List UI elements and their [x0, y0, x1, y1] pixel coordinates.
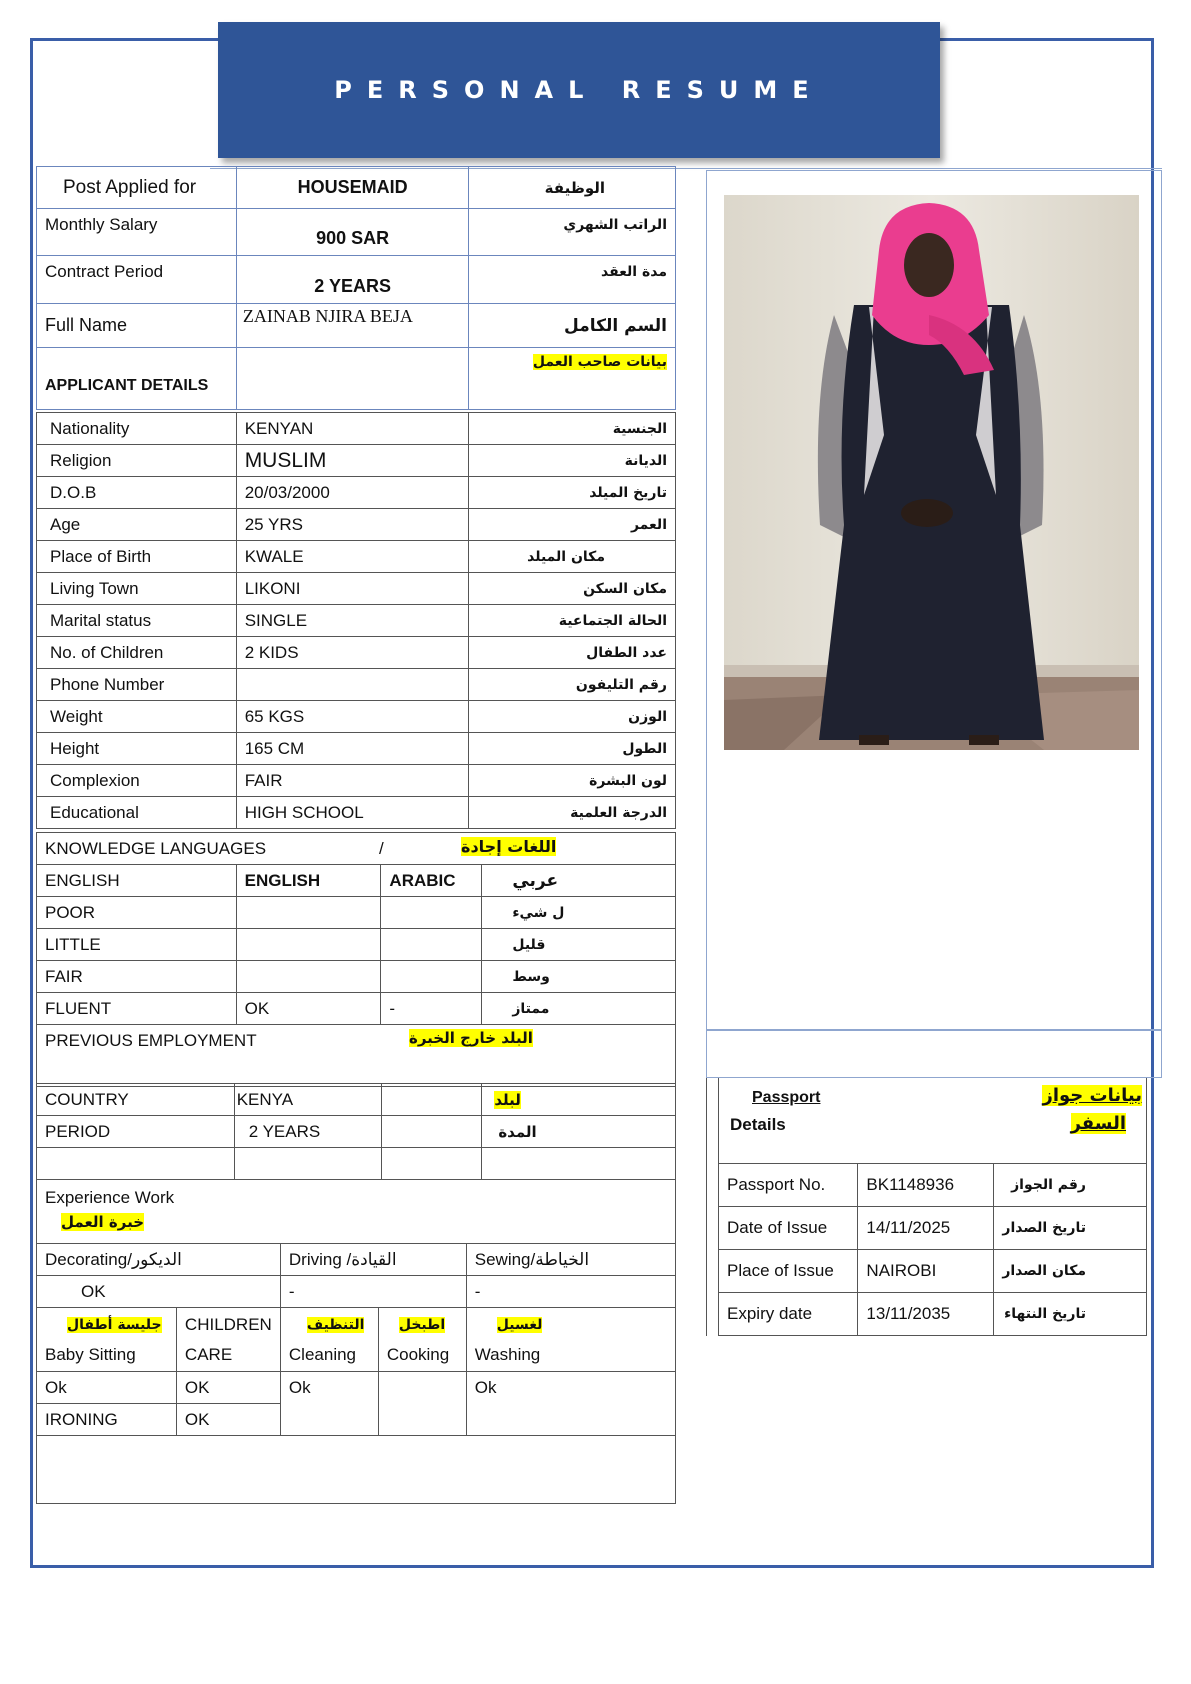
- country-label: COUNTRY: [37, 1084, 235, 1116]
- detail-ar: تاريخ الميلد: [469, 477, 676, 509]
- empty-cell: [234, 1148, 381, 1180]
- passport-title-ar-1: بيانات جواز: [1042, 1085, 1142, 1106]
- detail-label: Phone Number: [37, 669, 237, 701]
- country-ar: لبلد: [494, 1090, 521, 1109]
- applicant-label: APPLICANT DETAILS: [37, 348, 237, 410]
- children-label-2: CARE: [184, 1344, 233, 1364]
- cooking-cell: [378, 1308, 466, 1372]
- header-rule-right: [706, 168, 1162, 169]
- language-english: [236, 961, 381, 993]
- language-level-ar: ممتاز: [482, 993, 676, 1025]
- fullname-ar: السم الكامل: [469, 304, 676, 348]
- employment-header-row: [37, 1025, 676, 1087]
- detail-label: Height: [37, 733, 237, 765]
- languages-slash: /: [379, 839, 384, 858]
- detail-label: Age: [37, 509, 237, 541]
- detail-label: Nationality: [37, 413, 237, 445]
- experience-table: [36, 1179, 676, 1504]
- language-row: [37, 929, 676, 961]
- salary-label: Monthly Salary: [37, 209, 237, 256]
- row-post: [37, 167, 676, 209]
- passport-left-rule: [706, 1078, 707, 1336]
- period-value: 2 YEARS: [234, 1116, 381, 1148]
- cleaning-ar: التنظيف: [306, 1317, 365, 1333]
- language-level: LITTLE: [37, 929, 237, 961]
- detail-label: Complexion: [37, 765, 237, 797]
- contract-value: 2 YEARS: [236, 256, 469, 304]
- country-ar-cell: [482, 1084, 676, 1116]
- language-level: POOR: [37, 897, 237, 929]
- passport-title-2: Details: [730, 1115, 786, 1134]
- passport-row: [719, 1293, 1147, 1336]
- language-row: [37, 961, 676, 993]
- row-applicant: [37, 348, 676, 410]
- empty-cell: [482, 1148, 676, 1180]
- detail-value: KWALE: [236, 541, 469, 573]
- sewing-value: -: [466, 1276, 675, 1308]
- detail-ar: الوزن: [469, 701, 676, 733]
- period-ar: المدة: [482, 1116, 676, 1148]
- passport-label: Expiry date: [719, 1293, 858, 1336]
- detail-row: [37, 733, 676, 765]
- passport-value: 13/11/2035: [858, 1293, 994, 1336]
- decorating-label: Decorating/الديكور: [37, 1244, 281, 1276]
- detail-row: [37, 637, 676, 669]
- lang-col-english: ENGLISH: [236, 865, 381, 897]
- passport-ar: تاريخ الصدار: [994, 1207, 1147, 1250]
- baby-label: Baby Sitting: [45, 1345, 136, 1364]
- top-info-table: [36, 166, 676, 410]
- washing-value: Ok: [466, 1372, 675, 1436]
- detail-row: [37, 509, 676, 541]
- cooking-label: Cooking: [386, 1345, 450, 1364]
- employment-header: PREVIOUS EMPLOYMENT: [45, 1031, 257, 1050]
- salary-value: 900 SAR: [236, 209, 469, 256]
- row-contract: [37, 256, 676, 304]
- detail-value: 2 KIDS: [236, 637, 469, 669]
- detail-row: [37, 477, 676, 509]
- banner-title: PERSONAL RESUME: [334, 76, 824, 104]
- lang-col-arabic: ARABIC: [381, 865, 482, 897]
- resume-banner: [218, 22, 940, 158]
- detail-ar: الدرجة العلمية: [469, 797, 676, 829]
- passport-row: [719, 1207, 1147, 1250]
- sewing-label: Sewing/الخياطة: [466, 1244, 675, 1276]
- post-value: HOUSEMAID: [236, 167, 469, 209]
- detail-label: Educational: [37, 797, 237, 829]
- language-row: [37, 897, 676, 929]
- experience-header: Experience Work: [45, 1188, 175, 1207]
- ironing-value: OK: [176, 1404, 280, 1436]
- language-level: FAIR: [37, 961, 237, 993]
- detail-label: Religion: [37, 445, 237, 477]
- driving-value: -: [280, 1276, 466, 1308]
- passport-inner-rule: [718, 1078, 719, 1164]
- ironing-label: IRONING: [37, 1404, 177, 1436]
- contract-ar: مدة العقد: [469, 256, 676, 304]
- languages-header-cell: [37, 833, 676, 865]
- language-level: FLUENT: [37, 993, 237, 1025]
- detail-row: [37, 669, 676, 701]
- detail-value: SINGLE: [236, 605, 469, 637]
- detail-ar: مكان السكن: [469, 573, 676, 605]
- cooking-ar: اطبخل: [398, 1317, 446, 1333]
- experience-header-row: [37, 1180, 676, 1244]
- passport-label: Date of Issue: [719, 1207, 858, 1250]
- post-ar: الوظيفة: [469, 167, 676, 209]
- detail-ar: الحالة الجتماعية: [469, 605, 676, 637]
- experience-header-ar: خبرة العمل: [61, 1213, 145, 1231]
- passport-label: Place of Issue: [719, 1250, 858, 1293]
- detail-label: Marital status: [37, 605, 237, 637]
- language-row: [37, 993, 676, 1025]
- detail-label: No. of Children: [37, 637, 237, 669]
- experience-task-values: [37, 1372, 676, 1404]
- language-english: OK: [236, 993, 381, 1025]
- detail-ar: الطول: [469, 733, 676, 765]
- baby-cell: [37, 1308, 177, 1372]
- experience-skills-values: [37, 1276, 676, 1308]
- baby-ar: جليسة أطفال: [67, 1317, 162, 1333]
- passport-title-1: Passport: [752, 1089, 821, 1106]
- passport-spacer: [706, 1030, 1162, 1078]
- detail-row: [37, 765, 676, 797]
- experience-header-cell: [37, 1180, 676, 1244]
- washing-label: Washing: [474, 1345, 541, 1364]
- language-arabic: [381, 897, 482, 929]
- country-value: KENYA: [234, 1084, 381, 1116]
- post-label: Post Applied for: [37, 167, 237, 209]
- detail-value: MUSLIM: [236, 445, 469, 477]
- detail-ar: لون البشرة: [469, 765, 676, 797]
- lang-col-ar: عربي: [482, 865, 676, 897]
- detail-value: 165 CM: [236, 733, 469, 765]
- detail-label: Weight: [37, 701, 237, 733]
- language-english: [236, 929, 381, 961]
- language-level-ar: قليل: [482, 929, 676, 961]
- language-arabic: -: [381, 993, 482, 1025]
- detail-ar: الجنسية: [469, 413, 676, 445]
- lang-col-label: ENGLISH: [37, 865, 237, 897]
- passport-label: Passport No.: [719, 1164, 858, 1207]
- applicant-photo-image: [724, 195, 1139, 750]
- detail-row: [37, 541, 676, 573]
- passport-value: BK1148936: [858, 1164, 994, 1207]
- passport-row: [719, 1164, 1147, 1207]
- detail-value: 25 YRS: [236, 509, 469, 541]
- language-arabic: [381, 929, 482, 961]
- passport-row: [719, 1250, 1147, 1293]
- applicant-ar-cell: [469, 348, 676, 410]
- languages-table: [36, 832, 676, 1087]
- languages-header-ar: اللغات إجادة: [461, 837, 557, 856]
- driving-label: Driving /القيادة: [280, 1244, 466, 1276]
- language-level-ar: ل شيء: [482, 897, 676, 929]
- country-row: [37, 1084, 676, 1116]
- detail-row: [37, 797, 676, 829]
- detail-ar: العمر: [469, 509, 676, 541]
- children-value: OK: [176, 1372, 280, 1404]
- detail-row: [37, 605, 676, 637]
- detail-row: [37, 413, 676, 445]
- languages-header-row: [37, 833, 676, 865]
- passport-title-ar-2: السفر: [1070, 1113, 1126, 1134]
- fullname-value: ZAINAB NJIRA BEJA: [236, 304, 469, 348]
- applicant-ar: بيانات صاحب العمل: [532, 354, 667, 370]
- detail-label: Living Town: [37, 573, 237, 605]
- detail-label: Place of Birth: [37, 541, 237, 573]
- detail-row: [37, 701, 676, 733]
- empty-cell: [381, 1148, 482, 1180]
- passport-right-rule: [1146, 1078, 1147, 1164]
- detail-row: [37, 573, 676, 605]
- passport-ar: رقم الجواز: [994, 1164, 1147, 1207]
- experience-tasks-row: [37, 1308, 676, 1372]
- passport-value: 14/11/2025: [858, 1207, 994, 1250]
- decorating-value: OK: [37, 1276, 281, 1308]
- fullname-label: Full Name: [37, 304, 237, 348]
- passport-ar: مكان الصدار: [994, 1250, 1147, 1293]
- detail-value: 20/03/2000: [236, 477, 469, 509]
- period-row: [37, 1116, 676, 1148]
- employment-header-cell: [37, 1025, 676, 1087]
- empty-cell: [37, 1148, 235, 1180]
- detail-value: HIGH SCHOOL: [236, 797, 469, 829]
- detail-ar: مكان الميلد: [469, 541, 676, 573]
- languages-header: KNOWLEDGE LANGUAGES: [45, 838, 267, 858]
- passport-value: NAIROBI: [858, 1250, 994, 1293]
- detail-ar: عدد الطفال: [469, 637, 676, 669]
- row-fullname: [37, 304, 676, 348]
- experience-skills-row: [37, 1244, 676, 1276]
- language-arabic: [381, 961, 482, 993]
- cooking-value: [378, 1372, 466, 1436]
- detail-value: LIKONI: [236, 573, 469, 605]
- period-label: PERIOD: [37, 1116, 235, 1148]
- passport-table: [718, 1163, 1147, 1336]
- detail-label: D.O.B: [37, 477, 237, 509]
- detail-value: KENYAN: [236, 413, 469, 445]
- employment-header-ar: البلد خارج الخبرة: [409, 1029, 533, 1047]
- baby-value: Ok: [37, 1372, 177, 1404]
- country-blank: [381, 1084, 482, 1116]
- period-blank: [381, 1116, 482, 1148]
- empty-cell: [37, 1436, 676, 1504]
- cleaning-cell: [280, 1308, 378, 1372]
- details-table: [36, 412, 676, 829]
- contract-label: Contract Period: [37, 256, 237, 304]
- detail-value: 65 KGS: [236, 701, 469, 733]
- applicant-value: [236, 348, 469, 410]
- passport-title-block: [722, 1083, 1160, 1163]
- applicant-photo: [724, 195, 1139, 750]
- employment-table: [36, 1083, 676, 1180]
- detail-ar: رقم التليفون: [469, 669, 676, 701]
- languages-col-row: [37, 865, 676, 897]
- salary-ar: الراتب الشهري: [469, 209, 676, 256]
- detail-ar: الديانة: [469, 445, 676, 477]
- employment-empty-row: [37, 1148, 676, 1180]
- passport-ar: تاريخ النتهاء: [994, 1293, 1147, 1336]
- language-english: [236, 897, 381, 929]
- cleaning-value: Ok: [280, 1372, 378, 1436]
- row-salary: [37, 209, 676, 256]
- cleaning-label: Cleaning: [288, 1345, 357, 1364]
- detail-value: FAIR: [236, 765, 469, 797]
- language-level-ar: وسط: [482, 961, 676, 993]
- washing-cell: [466, 1308, 675, 1372]
- detail-row: [37, 445, 676, 477]
- detail-value: [236, 669, 469, 701]
- children-label-1: CHILDREN: [184, 1314, 272, 1334]
- children-cell: [176, 1308, 280, 1372]
- experience-empty-row: [37, 1436, 676, 1504]
- washing-ar: لغسيل: [496, 1317, 543, 1333]
